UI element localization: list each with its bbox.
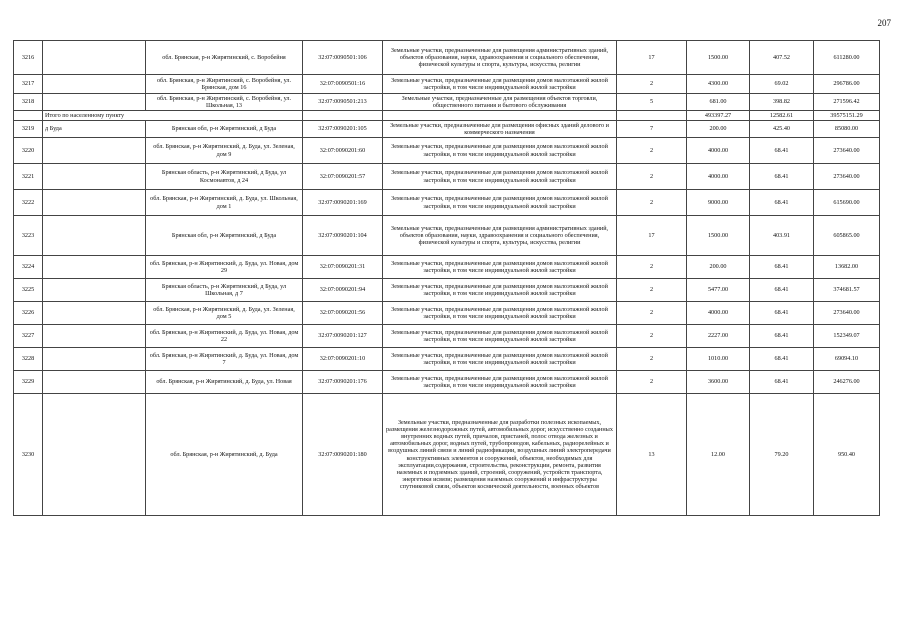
specific-value-cell: 68.41 — [750, 190, 814, 216]
cadastral-value-cell: 273640.00 — [814, 302, 880, 325]
table-row — [14, 41, 880, 75]
cadastral-value-cell: 152349.07 — [814, 325, 880, 348]
table-row — [14, 348, 880, 371]
cadastral-number-cell: 32:07:0090201:57 — [303, 164, 383, 190]
land-use-description-cell: Земельные участки, предназначенные для разработки полезных ископаемых, размещения железнодорожных путей, автомобильных дорог, искусственно созданных внутренних водных путей, причалов, пристаней, полос отвода железных и автомобильных дорог, водных путей, трубопроводов, кабельных, радиорелейных и воздушных линий связи и линий радиофикации, воздушных линий электропередачи конструктивных элементов и сооружений, объектов, необходимых для эксплуатации,содержания, строительства, реконструкции, ремонта, развития наземных и подземных зданий, строений, сооружений, устройств транспорта, энергетики исвязи; размещения наземных сооружений и инфраструктуры спутниковой связи, объектов космической деятельности, военных объектов — [383, 394, 617, 516]
use-group-code-cell: 2 — [617, 371, 687, 394]
table-row — [14, 279, 880, 302]
specific-value-cell: 68.41 — [750, 138, 814, 164]
table-row — [14, 190, 880, 216]
area-cell: 9000.00 — [687, 190, 750, 216]
settlement-cell — [43, 216, 146, 256]
specific-value-cell: 68.41 — [750, 348, 814, 371]
table-row — [14, 371, 880, 394]
blank-cell — [383, 111, 617, 121]
settlement-cell — [43, 371, 146, 394]
cadastral-number-cell: 32:07:0090201:94 — [303, 279, 383, 302]
cadastral-value-cell: 273640.00 — [814, 164, 880, 190]
area-cell: 1010.00 — [687, 348, 750, 371]
specific-value-cell: 68.41 — [750, 164, 814, 190]
row-number: 3226 — [14, 302, 43, 325]
table-row — [14, 121, 880, 138]
settlement-cell — [43, 75, 146, 94]
cadastral-value-cell: 271596.42 — [814, 94, 880, 111]
cadastral-number-cell: 32:07:0090501:213 — [303, 94, 383, 111]
address-cell: обл. Брянская, р-н Жирятинский, д. Буда, ул. Новая, дом 22 — [146, 325, 303, 348]
settlement-cell: д Буда — [43, 121, 146, 138]
cadastral-value-cell: 13682.00 — [814, 256, 880, 279]
settlement-cell — [43, 302, 146, 325]
use-group-code-cell: 2 — [617, 75, 687, 94]
use-group-code-cell: 2 — [617, 279, 687, 302]
settlement-cell — [43, 348, 146, 371]
cadastral-number-cell: 32:07:0090201:105 — [303, 121, 383, 138]
address-cell: обл. Брянская, р-н Жирятинский, д. Буда, ул. Новая — [146, 371, 303, 394]
cadastral-number-cell: 32:07:0090201:127 — [303, 325, 383, 348]
cadastral-value-cell: 611280.00 — [814, 41, 880, 75]
cadastral-number-cell: 32:07:0090501:16 — [303, 75, 383, 94]
specific-value-cell: 68.41 — [750, 256, 814, 279]
land-use-description-cell: Земельные участки, предназначенные для размещения домов малоэтажной жилой застройки, в том числе индивидуальной жилой застройки — [383, 371, 617, 394]
specific-value-cell: 68.41 — [750, 371, 814, 394]
address-cell: обл. Брянская, р-н Жирятинский, д. Буда, ул. Зеленая, дом 9 — [146, 138, 303, 164]
land-use-description-cell: Земельные участки, предназначенные для размещения объектов торговли, общественного питания и бытового обслуживания — [383, 94, 617, 111]
row-number: 3224 — [14, 256, 43, 279]
specific-value-cell: 403.91 — [750, 216, 814, 256]
use-group-code-cell: 13 — [617, 394, 687, 516]
address-cell: Брянская обл, р-н Жирятинский, д Буда — [146, 216, 303, 256]
cadastral-number-cell: 32:07:0090201:104 — [303, 216, 383, 256]
row-number: 3216 — [14, 41, 43, 75]
use-group-code-cell: 17 — [617, 41, 687, 75]
total-area: 493397.27 — [687, 111, 750, 121]
row-number: 3229 — [14, 371, 43, 394]
cadastral-value-cell: 950.40 — [814, 394, 880, 516]
land-use-description-cell: Земельные участки, предназначенные для размещения домов малоэтажной жилой застройки, в том числе индивидуальной жилой застройки — [383, 164, 617, 190]
area-cell: 200.00 — [687, 256, 750, 279]
land-use-description-cell: Земельные участки, предназначенные для размещения домов малоэтажной жилой застройки, в том числе индивидуальной жилой застройки — [383, 75, 617, 94]
address-cell: обл. Брянская, р-н Жирятинский, д. Буда, ул. Школьная, дом 1 — [146, 190, 303, 216]
address-cell: Брянская область, р-н Жирятинский, д Буда, ул Космонавтов, д 24 — [146, 164, 303, 190]
use-group-code-cell: 2 — [617, 164, 687, 190]
row-number: 3219 — [14, 121, 43, 138]
cadastral-value-cell: 69094.10 — [814, 348, 880, 371]
address-cell: Брянская область, р-н Жирятинский, д Буда, ул Школьная, д 7 — [146, 279, 303, 302]
cadastral-number-cell: 32:07:0090201:60 — [303, 138, 383, 164]
cadastral-number-cell: 32:07:0090201:31 — [303, 256, 383, 279]
row-number: 3218 — [14, 94, 43, 111]
row-number: 3222 — [14, 190, 43, 216]
use-group-code-cell: 2 — [617, 302, 687, 325]
address-cell: обл. Брянская, р-н Жирятинский, с. Воробейня — [146, 41, 303, 75]
cadastral-value-cell: 273640.00 — [814, 138, 880, 164]
use-group-code-cell: 5 — [617, 94, 687, 111]
land-use-description-cell: Земельные участки, предназначенные для размещения офисных зданий делового и коммерческого назначения — [383, 121, 617, 138]
cadastral-number-cell: 32:07:0090201:176 — [303, 371, 383, 394]
specific-value-cell: 68.41 — [750, 279, 814, 302]
table-row — [14, 325, 880, 348]
use-group-code-cell: 2 — [617, 138, 687, 164]
use-group-code-cell: 2 — [617, 325, 687, 348]
area-cell: 1500.00 — [687, 41, 750, 75]
cadastral-value-cell: 374681.57 — [814, 279, 880, 302]
blank-cell — [303, 111, 383, 121]
total-value: 39575151.29 — [814, 111, 880, 121]
settlement-total-row — [14, 111, 880, 121]
settlement-cell — [43, 164, 146, 190]
use-group-code-cell: 7 — [617, 121, 687, 138]
settlement-cell — [43, 41, 146, 75]
settlement-cell — [43, 279, 146, 302]
settlement-cell — [43, 256, 146, 279]
area-cell: 5477.00 — [687, 279, 750, 302]
table-row — [14, 94, 880, 111]
area-cell: 4300.00 — [687, 75, 750, 94]
cadastral-number-cell: 32:07:0090501:106 — [303, 41, 383, 75]
address-cell: обл. Брянская, р-н Жирятинский, д. Буда, ул. Новая, дом 29 — [146, 256, 303, 279]
cadastral-number-cell: 32:07:0090201:180 — [303, 394, 383, 516]
cadastral-number-cell: 32:07:0090201:56 — [303, 302, 383, 325]
specific-value-cell: 79.20 — [750, 394, 814, 516]
land-use-description-cell: Земельные участки, предназначенные для размещения домов малоэтажной жилой застройки, в том числе индивидуальной жилой застройки — [383, 348, 617, 371]
use-group-code-cell: 2 — [617, 348, 687, 371]
table-row — [14, 75, 880, 94]
address-cell: Брянская обл, р-н Жирятинский, д Буда — [146, 121, 303, 138]
area-cell: 200.00 — [687, 121, 750, 138]
use-group-code-cell: 17 — [617, 216, 687, 256]
row-number: 3221 — [14, 164, 43, 190]
cadastral-value-cell: 615690.00 — [814, 190, 880, 216]
row-number: 3217 — [14, 75, 43, 94]
area-cell: 4000.00 — [687, 138, 750, 164]
blank-cell — [14, 111, 43, 121]
land-use-description-cell: Земельные участки, предназначенные для размещения домов малоэтажной жилой застройки, в том числе индивидуальной жилой застройки — [383, 256, 617, 279]
total-rate: 12582.61 — [750, 111, 814, 121]
table-row — [14, 302, 880, 325]
address-cell: обл. Брянская, р-н Жирятинский, д. Буда, ул. Зеленая, дом 5 — [146, 302, 303, 325]
use-group-code-cell: 2 — [617, 256, 687, 279]
page-number: 207 — [877, 18, 891, 28]
total-label: Итого по населенному пункту — [43, 111, 303, 121]
table-row — [14, 256, 880, 279]
cadastral-number-cell: 32:07:0090201:169 — [303, 190, 383, 216]
area-cell: 681.00 — [687, 94, 750, 111]
cadastral-value-cell: 296786.00 — [814, 75, 880, 94]
settlement-cell — [43, 138, 146, 164]
address-cell: обл. Брянская, р-н Жирятинский, с. Воробейня, ул. Школьная, 13 — [146, 94, 303, 111]
row-number: 3228 — [14, 348, 43, 371]
area-cell: 1500.00 — [687, 216, 750, 256]
land-use-description-cell: Земельные участки, предназначенные для размещения административных зданий, объектов образования, науки, здравоохранения и социального обеспечения, физической культуры и спорта, культуры, искусства, религии — [383, 216, 617, 256]
cadastral-value-cell: 605865.00 — [814, 216, 880, 256]
row-number: 3230 — [14, 394, 43, 516]
table-row — [14, 164, 880, 190]
row-number: 3223 — [14, 216, 43, 256]
specific-value-cell: 68.41 — [750, 302, 814, 325]
settlement-cell — [43, 325, 146, 348]
specific-value-cell: 69.02 — [750, 75, 814, 94]
cadastral-value-cell: 85080.00 — [814, 121, 880, 138]
use-group-code-cell: 2 — [617, 190, 687, 216]
area-cell: 2227.00 — [687, 325, 750, 348]
cadastral-value-table — [13, 40, 880, 516]
settlement-cell — [43, 394, 146, 516]
land-use-description-cell: Земельные участки, предназначенные для размещения административных зданий, объектов образования, науки, здравоохранения и социального обеспечения, физической культуры и спорта, культуры, искусства, религии — [383, 41, 617, 75]
cadastral-number-cell: 32:07:0090201:10 — [303, 348, 383, 371]
land-use-description-cell: Земельные участки, предназначенные для размещения домов малоэтажной жилой застройки, в том числе индивидуальной жилой застройки — [383, 190, 617, 216]
row-number: 3225 — [14, 279, 43, 302]
area-cell: 12.00 — [687, 394, 750, 516]
area-cell: 4000.00 — [687, 164, 750, 190]
specific-value-cell: 407.52 — [750, 41, 814, 75]
table-row — [14, 216, 880, 256]
table-row — [14, 138, 880, 164]
area-cell: 4000.00 — [687, 302, 750, 325]
land-use-description-cell: Земельные участки, предназначенные для размещения домов малоэтажной жилой застройки, в том числе индивидуальной жилой застройки — [383, 302, 617, 325]
table-row — [14, 394, 880, 516]
specific-value-cell: 425.40 — [750, 121, 814, 138]
address-cell: обл. Брянская, р-н Жирятинский, д. Буда — [146, 394, 303, 516]
land-use-description-cell: Земельные участки, предназначенные для размещения домов малоэтажной жилой застройки, в том числе индивидуальной жилой застройки — [383, 325, 617, 348]
row-number: 3220 — [14, 138, 43, 164]
area-cell: 3600.00 — [687, 371, 750, 394]
specific-value-cell: 68.41 — [750, 325, 814, 348]
land-use-description-cell: Земельные участки, предназначенные для размещения домов малоэтажной жилой застройки, в том числе индивидуальной жилой застройки — [383, 279, 617, 302]
specific-value-cell: 398.82 — [750, 94, 814, 111]
land-use-description-cell: Земельные участки, предназначенные для размещения домов малоэтажной жилой застройки, в том числе индивидуальной жилой застройки — [383, 138, 617, 164]
settlement-cell — [43, 190, 146, 216]
row-number: 3227 — [14, 325, 43, 348]
address-cell: обл. Брянская, р-н Жирятинский, с. Воробейня, ул. Брянская, дом 16 — [146, 75, 303, 94]
cadastral-value-cell: 246276.00 — [814, 371, 880, 394]
settlement-cell — [43, 94, 146, 111]
address-cell: обл. Брянская, р-н Жирятинский, д. Буда, ул. Новая, дом 7 — [146, 348, 303, 371]
blank-cell — [617, 111, 687, 121]
